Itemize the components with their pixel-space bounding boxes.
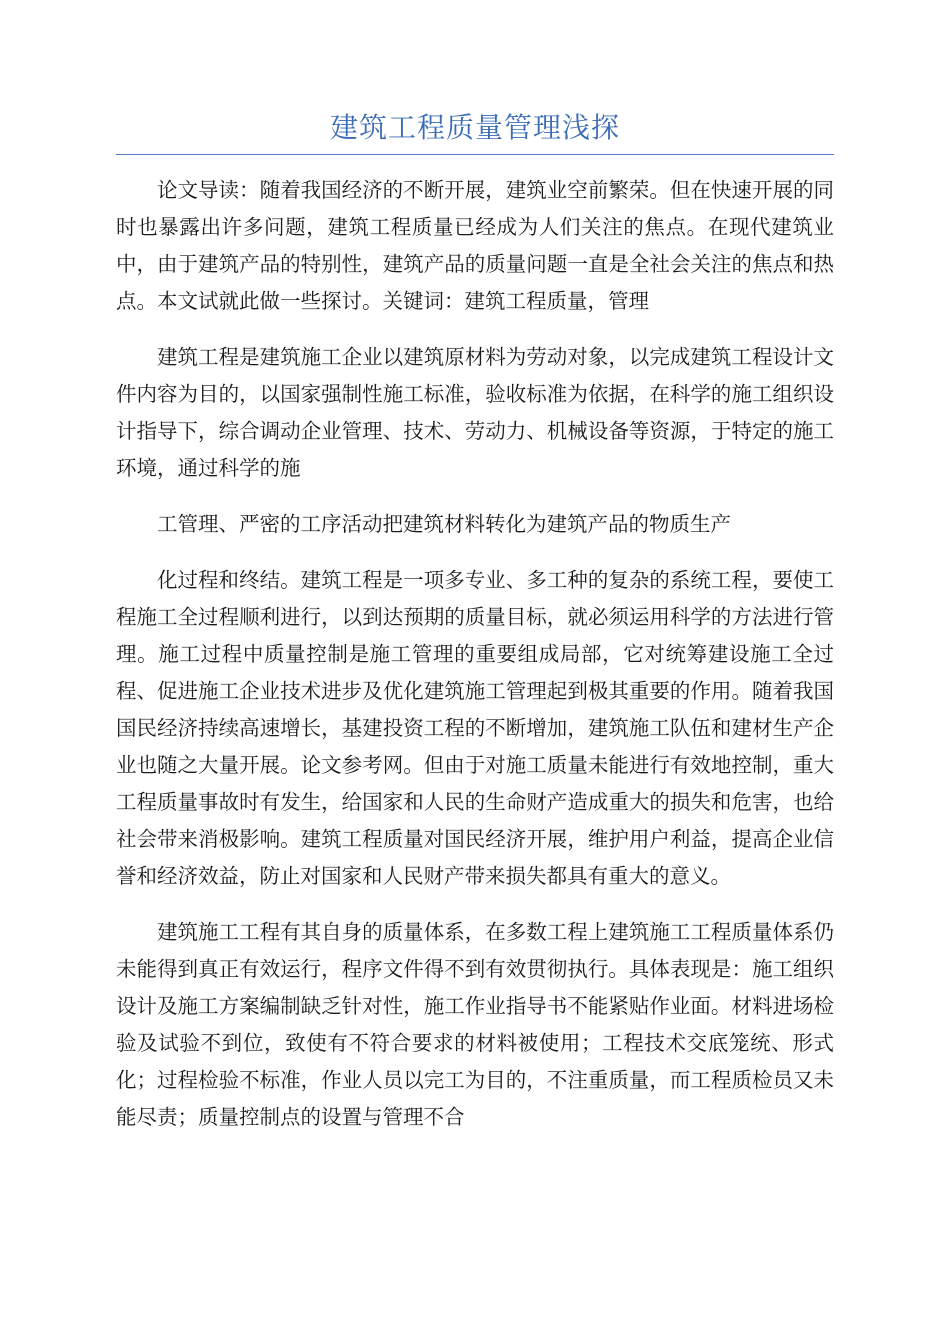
title-underline — [116, 154, 834, 155]
paragraph-significance: 化过程和终结。建筑工程是一项多专业、多工种的复杂的系统工程，要使工程施工全过程顺利进行，以到达预期的质量目标，就必须运用科学的方法进行管理。施工过程中质量控制是施工管理的重要组成局部，它对统筹建设施工全过程、促进施工企业技术进步及优化建筑施工管理起到极其重要的作用。随着我国国民经济持续高速增长，基建投资工程的不断增加，建筑施工队伍和建材生产企业也随之大量开展。论文参考网。但由于对施工质量未能进行有效地控制，重大工程质量事故时有发生，给国家和人民的生命财产造成重大的损失和危害，也给社会带来消极影响。建筑工程质量对国民经济开展，维护用户利益，提高企业信誉和经济效益，防止对国家和人民财产带来损失都具有重大的意义。 — [116, 568, 834, 888]
paragraph-quality-system: 建筑施工工程有其自身的质量体系，在多数工程上建筑施工工程质量体系仍未能得到真正有效运行，程序文件得不到有效贯彻执行。具体表现是：施工组织设计及施工方案编制缺乏针对性，施工作业指导书不能紧贴作业面。材料进场检验及试验不到位，致使有不符合要求的材料被使用；工程技术交底笼统、形式化；过程检验不标准，作业人员以完工为目的，不注重质量，而工程质检员又未能尽责；质量控制点的设置与管理不合 — [116, 920, 834, 1129]
paragraph-definition: 建筑工程是建筑施工企业以建筑原材料为劳动对象，以完成建筑工程设计文件内容为目的，以国家强制性施工标准，验收标准为依据，在科学的施工组织设计指导下，综合调动企业管理、技术、劳动力、机械设备等资源，于特定的施工环境，通过科学的施 — [116, 345, 834, 480]
document-title: 建筑工程质量管理浅探 — [329, 111, 620, 144]
paragraph-fragment: 工管理、严密的工序活动把建筑材料转化为建筑产品的物质生产 — [157, 512, 731, 536]
title-block — [116, 108, 834, 155]
paragraph-intro: 论文导读：随着我国经济的不断开展，建筑业空前繁荣。但在快速开展的同时也暴露出许多问题，建筑工程质量已经成为人们关注的焦点。在现代建筑业中，由于建筑产品的特别性，建筑产品的质量问题一直是全社会关注的焦点和热点。本文试就此做一些探讨。关键词：建筑工程质量，管理 — [116, 178, 834, 313]
document-body — [116, 172, 834, 1155]
